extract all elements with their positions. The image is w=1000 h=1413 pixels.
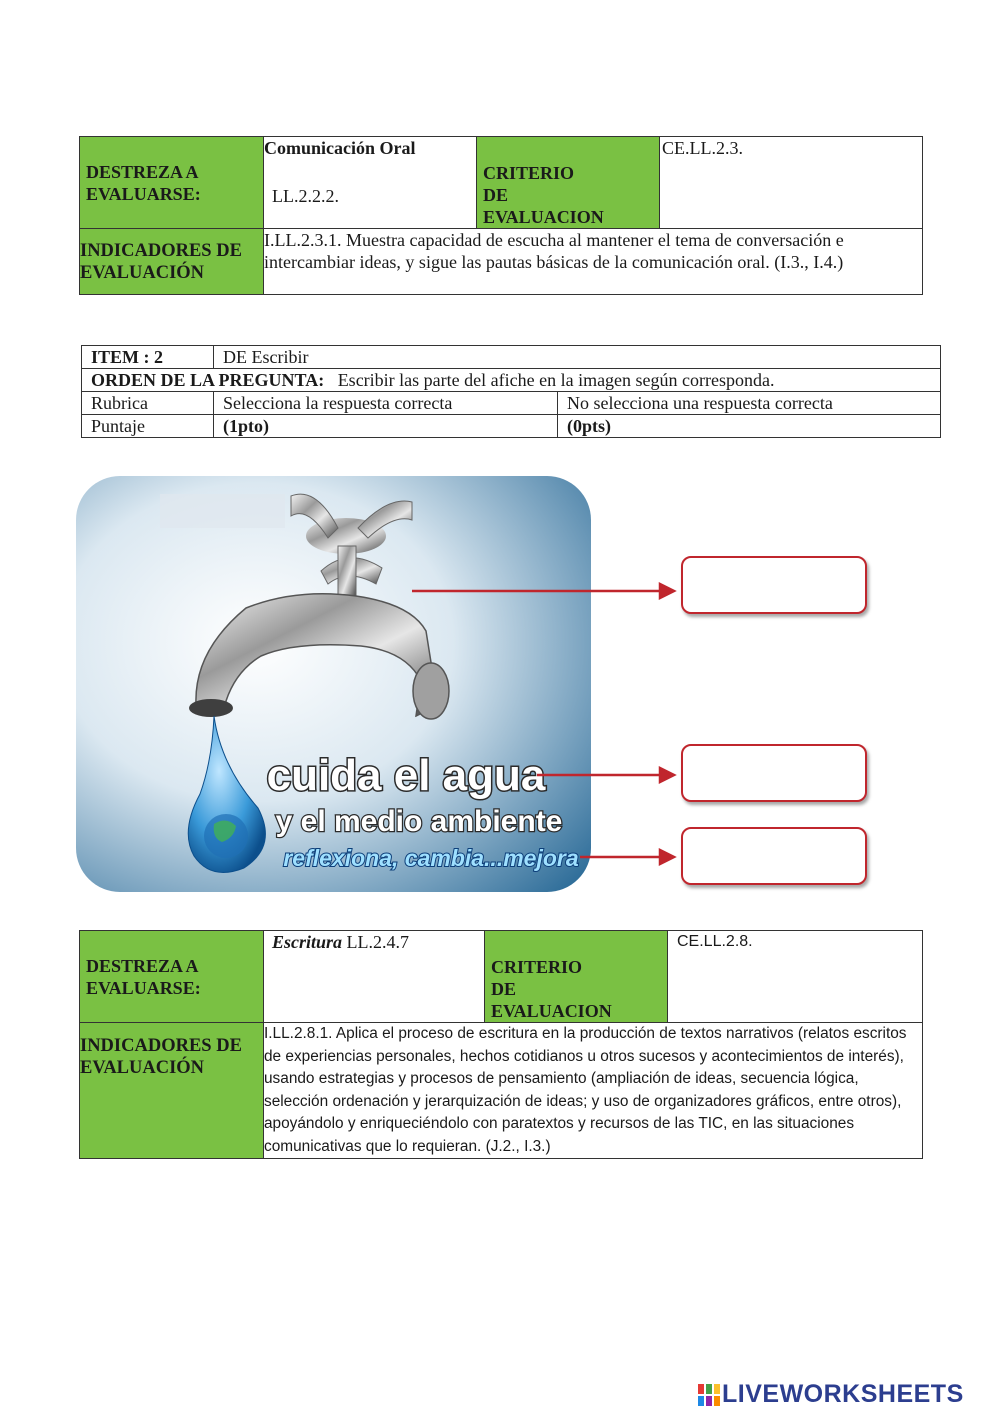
indicadores-label-2: INDICADORES DE EVALUACIÓN [80,1036,242,1078]
puntaje-label: Puntaje [91,416,145,436]
destreza-title-2: Escritura [272,932,343,952]
puntaje-correct-cell [214,415,558,438]
answer-box-2[interactable] [681,744,867,802]
criterio-label-cell [477,137,660,229]
indicadores-label-cell [80,229,264,295]
item-label-cell [82,346,214,369]
rubrica-incorrect-cell [558,392,941,415]
orden-text: Escribir las parte del afiche en la imagen según corresponda. [337,370,775,390]
indicadores-text-2: I.LL.2.8.1. Aplica el proceso de escritura en la producción de textos narrativos (relatos escritos de experiencias personales, hechos cotidianos u otros sucesos y acontecimientos de interés), usando estrategias y procesos de pensamiento (ampliación de ideas, secuencia lógica, selección ordenación y jerarquización de ideas; y uso de organizadores gráficos, entre otros), apoyándolo y enriqueciéndolo con paratextos y recursos de las TIC, en las situaciones comunicativas que lo requieran. (J.2., I.3.) [264,1025,907,1155]
arrow-2-head [660,768,674,782]
rubrica-label-cell [82,392,214,415]
puntaje-incorrect: (0pts) [567,416,611,436]
item-type: DE Escribir [223,347,309,367]
indicadores-label-cell-2 [80,1023,264,1159]
destreza-code-2: LL.2.4.7 [346,932,410,952]
destreza-value-cell [264,137,477,229]
liveworksheets-logo [698,1379,964,1409]
item-type-cell [214,346,941,369]
poster-slogan: reflexiona, cambia...mejora [283,845,579,871]
rubrica-correct: Selecciona la respuesta correcta [223,393,453,413]
destreza-label-2: DESTREZA A EVALUARSE: [86,955,201,998]
puntaje-correct: (1pto) [223,416,269,436]
indicadores-label: INDICADORES DE EVALUACIÓN [80,240,242,283]
liveworksheets-mark-icon [698,1382,720,1408]
criterio-code: CE.LL.2.3. [662,138,743,158]
puntaje-label-cell [82,415,214,438]
indicadores-text-cell-2 [264,1023,923,1159]
destreza-code: LL.2.2.2. [272,186,339,206]
evaluation-table-oral [79,136,923,295]
destreza-value-cell-2 [264,931,485,1023]
orden-cell [82,369,941,392]
orden-label: ORDEN DE LA PREGUNTA: [91,370,325,390]
item-label: ITEM : 2 [91,347,163,367]
criterio-label-cell-2 [485,931,668,1023]
criterio-value-cell-2 [668,931,923,1023]
arrow-3-head [660,850,674,864]
criterio-value-cell [660,137,923,229]
poster-illustration [76,476,591,892]
poster-title: cuida el agua [266,751,546,800]
indicadores-text: I.LL.2.3.1. Muestra capacidad de escucha al mantener el tema de conversación e intercambiar ideas, y sigue las pautas básicas de la comunicación oral. (I.3., I.4.) [264,230,844,272]
rubrica-label: Rubrica [91,393,148,413]
criterio-label-2: CRITERIO DE EVALUACION [491,957,612,1021]
evaluation-table-writing [79,930,923,1159]
item-table [81,345,941,438]
answer-box-3[interactable] [681,827,867,885]
destreza-label: DESTREZA A EVALUARSE: [86,161,201,204]
logo-text: LIVEWORKSHEETS [722,1380,964,1408]
rubrica-incorrect: No selecciona una respuesta correcta [567,393,833,413]
criterio-code-2: CE.LL.2.8. [677,933,753,950]
water-poster-image [76,476,591,892]
poster-subtitle: y el medio ambiente [275,805,563,838]
puntaje-incorrect-cell [558,415,941,438]
criterio-label: CRITERIO DE EVALUACION [483,163,604,227]
arrow-1-head [660,584,674,598]
destreza-title: Comunicación Oral [264,138,416,158]
indicadores-text-cell [264,229,923,295]
destreza-label-cell [80,137,264,229]
destreza-label-cell-2 [80,931,264,1023]
rubrica-correct-cell [214,392,558,415]
answer-box-1[interactable] [681,556,867,614]
